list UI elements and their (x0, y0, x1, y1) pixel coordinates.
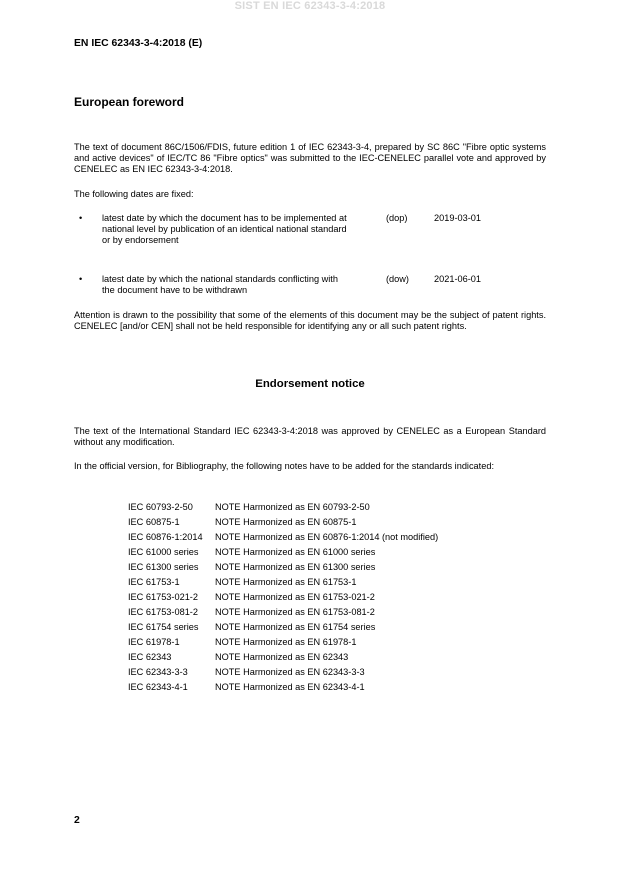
harmonized-note: NOTE Harmonized as EN 61754 series (215, 622, 376, 632)
date-item-abbreviation: (dop) (386, 213, 408, 223)
standard-id: IEC 62343-4-1 (128, 682, 188, 692)
standard-id: IEC 61000 series (128, 547, 199, 557)
harmonized-note: NOTE Harmonized as EN 62343-4-1 (215, 682, 365, 692)
foreword-paragraph-3: Attention is drawn to the possibility that some of the elements of this document may be the subject of patent rights. CENELEC [and/or CEN] shall not be held responsible for identifying any or all such patent rights. (74, 310, 546, 332)
standard-id: IEC 60876-1:2014 (128, 532, 203, 542)
harmonized-note: NOTE Harmonized as EN 61753-021-2 (215, 592, 375, 602)
standard-id: IEC 62343 (128, 652, 172, 662)
page-number: 2 (74, 815, 80, 826)
standard-id: IEC 61753-081-2 (128, 607, 198, 617)
standard-id: IEC 61754 series (128, 622, 199, 632)
standard-id: IEC 60875-1 (128, 517, 180, 527)
endorsement-paragraph-2: In the official version, for Bibliography, the following notes have to be added for the standards indicated: (74, 461, 494, 471)
date-item-date: 2019-03-01 (434, 213, 481, 223)
harmonized-note: NOTE Harmonized as EN 61753-1 (215, 577, 357, 587)
endorsement-title: Endorsement notice (255, 378, 365, 390)
harmonized-note: NOTE Harmonized as EN 62343-3-3 (215, 667, 365, 677)
date-item-date: 2021-06-01 (434, 274, 481, 284)
standard-id: IEC 61978-1 (128, 637, 180, 647)
harmonized-note: NOTE Harmonized as EN 60875-1 (215, 517, 357, 527)
date-item-abbreviation: (dow) (386, 274, 409, 284)
standard-id: IEC 61753-1 (128, 577, 180, 587)
harmonized-note: NOTE Harmonized as EN 61978-1 (215, 637, 357, 647)
watermark: SIST EN IEC 62343-3-4:2018 (234, 0, 386, 12)
standard-id: IEC 60793-2-50 (128, 502, 193, 512)
harmonized-note: NOTE Harmonized as EN 60876-1:2014 (not modified) (215, 532, 439, 542)
harmonized-note: NOTE Harmonized as EN 60793-2-50 (215, 502, 370, 512)
foreword-title: European foreword (74, 95, 185, 109)
bullet-icon: • (79, 213, 83, 223)
standard-id: IEC 62343-3-3 (128, 667, 188, 677)
harmonized-note: NOTE Harmonized as EN 61753-081-2 (215, 607, 375, 617)
date-item-text: latest date by which the national standards conflicting with the document have to be withdrawn (102, 274, 338, 296)
foreword-paragraph-2: The following dates are fixed: (74, 189, 194, 199)
standard-id: IEC 61300 series (128, 562, 199, 572)
document-header-id: EN IEC 62343-3-4:2018 (E) (74, 38, 203, 49)
bullet-icon: • (79, 274, 83, 284)
standard-id: IEC 61753-021-2 (128, 592, 198, 602)
foreword-paragraph-1: The text of document 86C/1506/FDIS, future edition 1 of IEC 62343-3-4, prepared by SC 86C "Fibre optic systems and active devices" of IEC/TC 86 "Fibre optics" was submitted to the IEC-CENELEC parallel vote and approved by CENELEC as EN IEC 62343-3-4:2018. (74, 142, 546, 175)
endorsement-paragraph-1: The text of the International Standard IEC 62343-3-4:2018 was approved by CENELEC as a European Standard without any modification. (74, 426, 546, 448)
date-item-text: latest date by which the document has to be implemented at national level by publication of an identical national standard or by endorsement (102, 213, 347, 246)
harmonized-note: NOTE Harmonized as EN 62343 (215, 652, 349, 662)
harmonized-note: NOTE Harmonized as EN 61000 series (215, 547, 376, 557)
harmonized-note: NOTE Harmonized as EN 61300 series (215, 562, 376, 572)
